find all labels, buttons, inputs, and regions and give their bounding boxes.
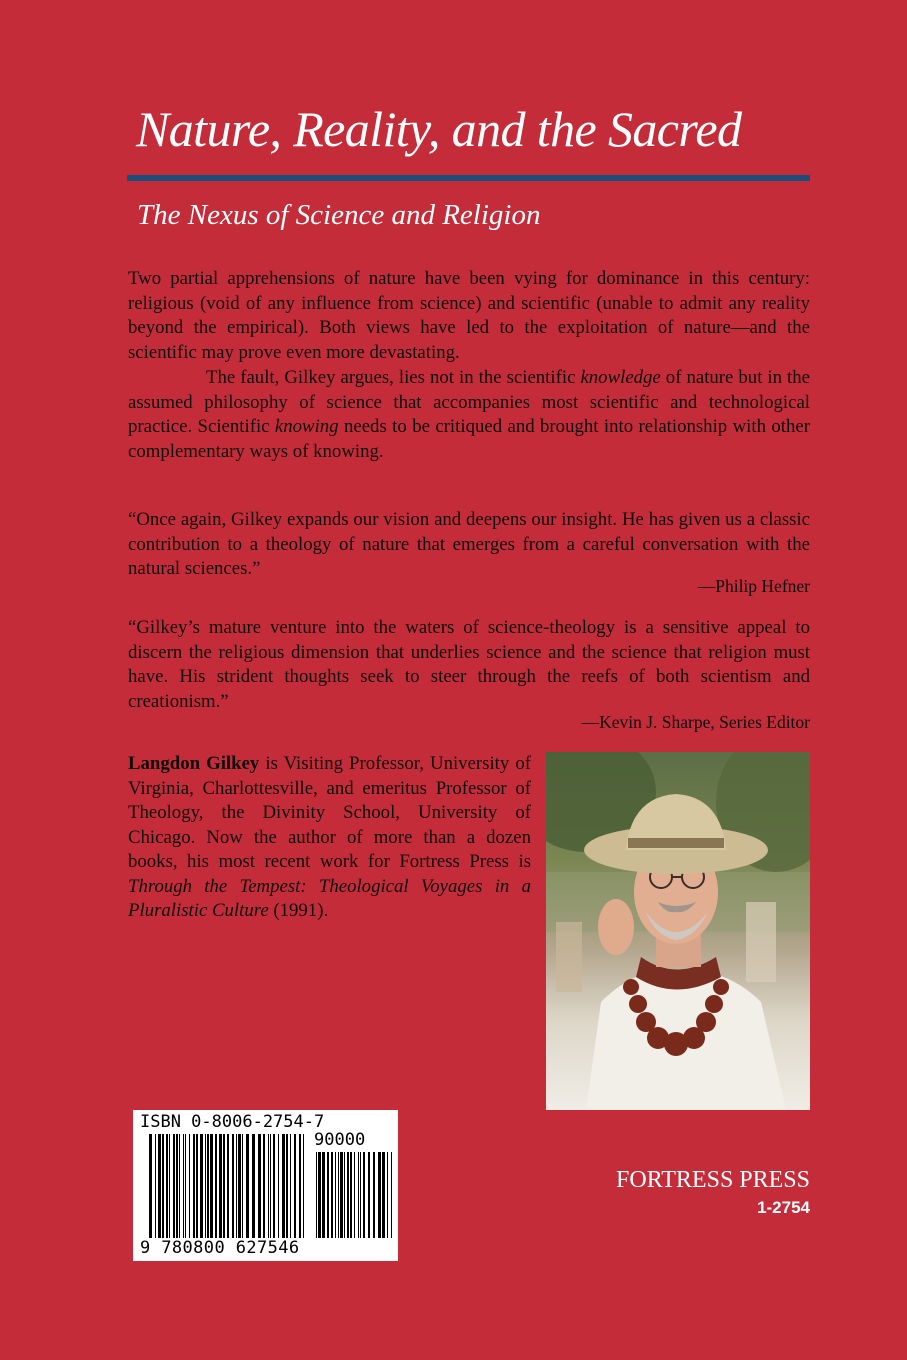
ean-barcode-bars <box>149 1134 307 1238</box>
endorsement-attribution-hefner: —Philip Hefner <box>697 576 810 596</box>
author-name: Langdon Gilkey <box>128 753 260 774</box>
addon-barcode-bars <box>316 1152 392 1238</box>
endorsement-quote-hefner: “Once again, Gilkey expands our vision and deepens our insight. He has given us a classic contribution to a theology of nature that emerges from a careful conversation with the natural sciences.” <box>128 509 810 579</box>
stock-number: 1-2754 <box>757 1198 810 1217</box>
paragraph-2-text: The fault, Gilkey argues, lies not in the scientific <box>206 367 581 388</box>
author-bio <box>128 752 531 924</box>
publisher-name: FORTRESS PRESS <box>616 1167 810 1193</box>
isbn-barcode <box>133 1110 398 1261</box>
paragraph-2-text: of nature but in the assumed philosophy of science that accompanies most scientific and technological practice. Scientific <box>128 367 810 437</box>
emphasis-knowing: knowing <box>274 416 339 437</box>
book-title: Nature, Reality, and the Sacred <box>136 101 742 157</box>
author-bio-text: (1991). <box>268 900 329 921</box>
author-bio-text: is Visiting Professor, University of Virginia, Charlottesville, and emeritus Professor of Theology, the Divinity School, University of Chicago. Now the author of more than a dozen books, his most recent work for Fortress Press is <box>128 753 531 872</box>
ean-number: 9 780800 627546 <box>140 1238 300 1258</box>
author-portrait-illustration <box>546 752 810 1110</box>
description-paragraph-2 <box>128 366 810 464</box>
description-paragraph-1: Two partial apprehensions of nature have been vying for dominance in this century: religious (void of any influence from science) and scientific (unable to admit any reality beyond the empirical). Both views have led to the exploitation of nature—and the scientific may prove even more devastating. <box>128 268 810 363</box>
price-code: 90000 <box>314 1130 366 1150</box>
author-photo <box>546 752 810 1110</box>
paragraph-2-text: needs to be critiqued and brought into relationship with other complementary ways of knowing. <box>128 416 810 462</box>
title-rule <box>127 175 810 181</box>
book-subtitle: The Nexus of Science and Religion <box>137 199 541 231</box>
endorsement-attribution-sharpe: —Kevin J. Sharpe, Series Editor <box>581 712 810 732</box>
isbn-number: ISBN 0-8006-2754-7 <box>140 1112 325 1132</box>
recent-book-title: Through the Tempest: Theological Voyages in a Pluralistic Culture <box>128 875 531 921</box>
endorsement-quote-sharpe: “Gilkey’s mature venture into the waters of science-theology is a sensitive appeal to discern the religious dimension that underlies science and the science that religion must have. His strident thoughts seek to steer through the reefs of both scientism and creationism.” <box>128 617 810 712</box>
emphasis-knowledge: knowledge <box>580 367 661 388</box>
